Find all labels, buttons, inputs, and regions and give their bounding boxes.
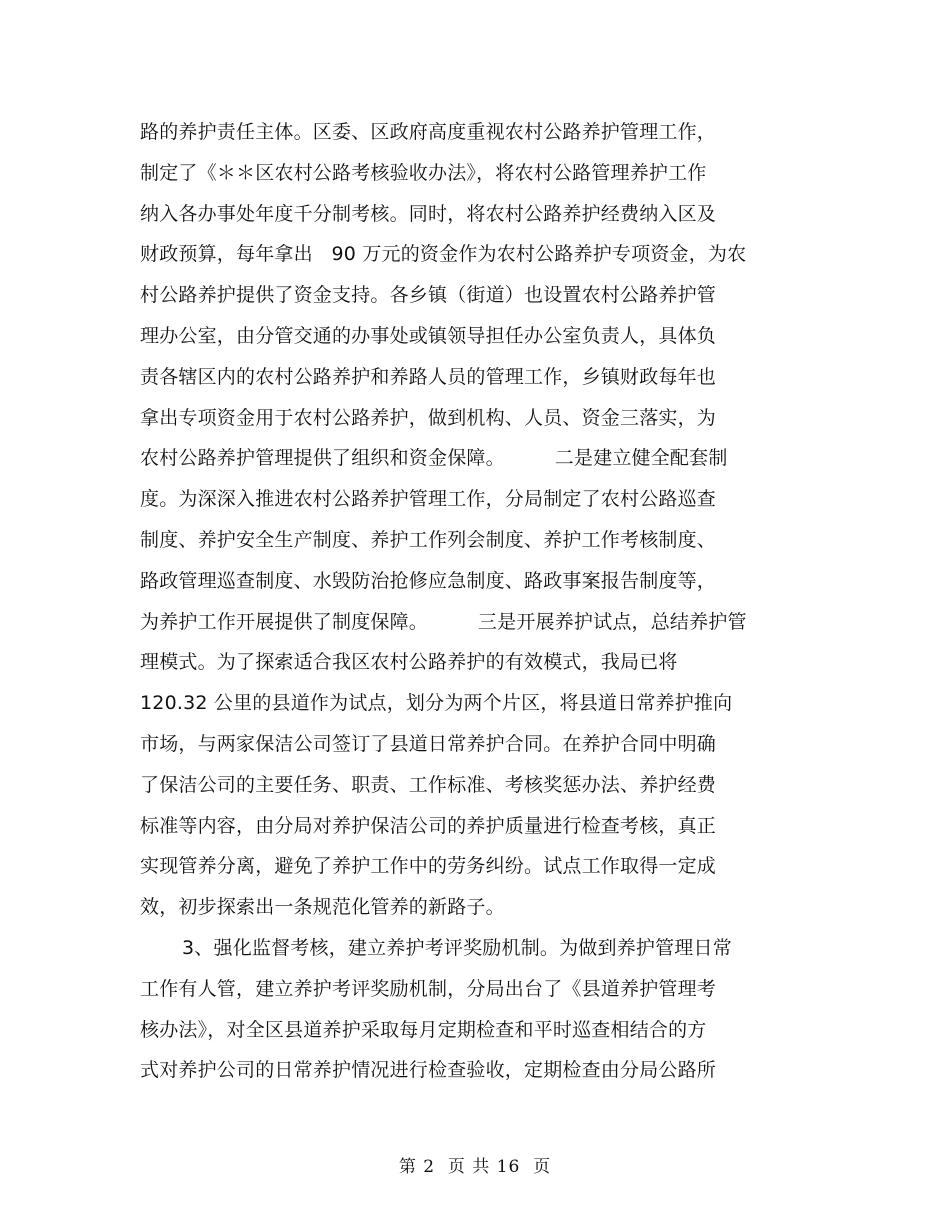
text-line: 了保洁公司的主要任务、职责、工作标准、考核奖惩办法、养护经费	[140, 773, 717, 796]
text-line: 为养护工作开展提供了制度保障。 三是开展养护试点，总结养护管	[140, 610, 747, 633]
text-line: 村公路养护提供了资金支持。各乡镇（街道）也设置农村公路养护管	[140, 284, 717, 307]
text-line: 财政预算，每年拿出 90 万元的资金作为农村公路养护专项资金，为农	[140, 243, 747, 266]
text-line: 效，初步探索出一条规范化管养的新路子。	[140, 896, 505, 919]
text-line: 路政管理巡查制度、水毁防治抢修应急制度、路政事案报告制度等，	[140, 569, 717, 592]
page-number-footer: 第 2 页 共 16 页	[398, 1157, 552, 1177]
text-line: 责各辖区内的农村公路养护和养路人员的管理工作，乡镇财政每年也	[140, 365, 717, 388]
text-line: 度。为深深入推进农村公路养护管理工作，分局制定了农村公路巡查	[140, 488, 717, 511]
text-line: 制定了《＊＊区农村公路考核验收办法》，将农村公路管理养护工作	[140, 161, 707, 184]
paragraph-start-line: 3、强化监督考核，建立养护考评奖励机制。为做到养护管理日常	[182, 936, 732, 959]
text-line: 拿出专项资金用于农村公路养护，做到机构、人员、资金三落实，为	[140, 406, 717, 429]
text-line: 标准等内容，由分局对养护保洁公司的养护质量进行检查考核，真正	[140, 814, 717, 837]
body-text	[140, 112, 780, 1091]
text-line: 式对养护公司的日常养护情况进行检查验收，定期检查由分局公路所	[140, 1059, 717, 1082]
text-line: 纳入各办事处年度千分制考核。同时，将农村公路养护经费纳入区及	[140, 202, 717, 225]
text-line: 理模式。为了探索适合我区农村公路养护的有效模式，我局已将	[140, 651, 678, 674]
text-line: 120.32 公里的县道作为试点，划分为两个片区，将县道日常养护推向	[140, 692, 733, 715]
text-line: 工作有人管，建立养护考评奖励机制，分局出台了《县道养护管理考	[140, 977, 717, 1000]
text-line: 市场，与两家保洁公司签订了县道日常养护合同。在养护合同中明确	[140, 732, 717, 755]
text-line: 制度、养护安全生产制度、养护工作列会制度、养护工作考核制度、	[140, 528, 717, 551]
text-line: 实现管养分离，避免了养护工作中的劳务纠纷。试点工作取得一定成	[140, 855, 717, 878]
text-line: 农村公路养护管理提供了组织和资金保障。 二是建立健全配套制	[140, 447, 728, 470]
text-line: 核办法》，对全区县道养护采取每月定期检查和平时巡查相结合的方	[140, 1018, 707, 1041]
text-line: 路的养护责任主体。区委、区政府高度重视农村公路养护管理工作，	[140, 121, 717, 143]
text-line: 理办公室，由分管交通的办事处或镇领导担任办公室负责人，具体负	[140, 324, 717, 347]
